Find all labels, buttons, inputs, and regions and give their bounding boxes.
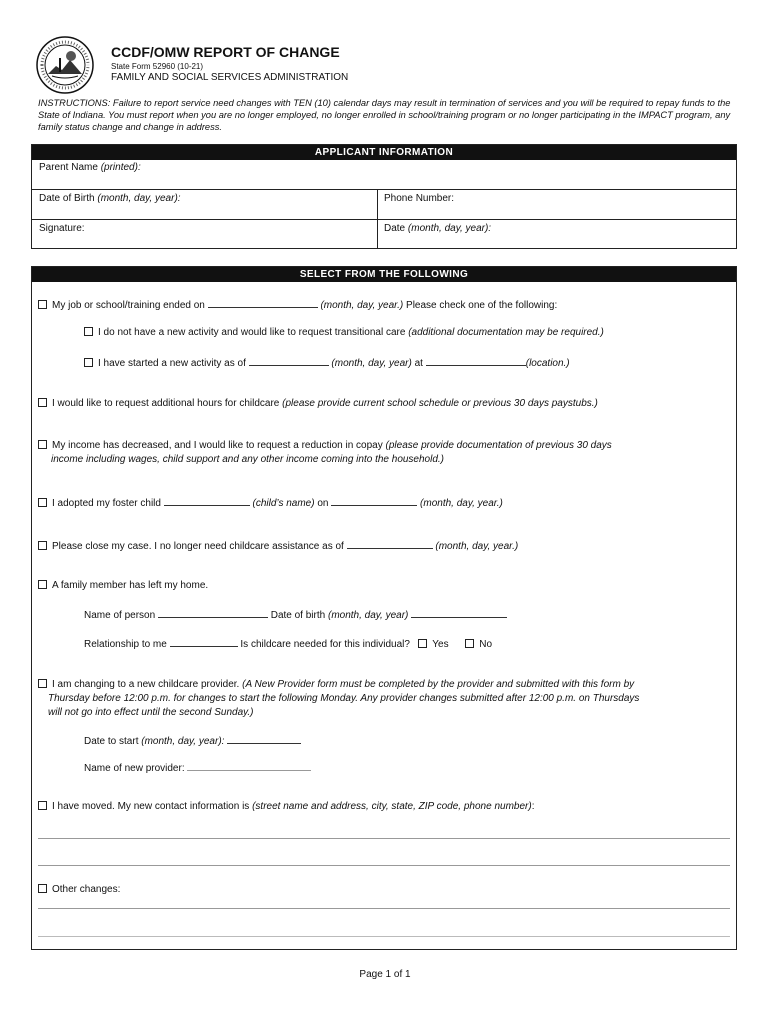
page-number: Page 1 of 1: [359, 969, 411, 980]
new-provider-checkbox[interactable]: [38, 679, 47, 688]
adopted-on: on: [317, 498, 329, 509]
adopted-date-blank[interactable]: [331, 496, 417, 506]
yes-checkbox[interactable]: [418, 639, 427, 648]
applicant-information-heading: APPLICANT INFORMATION: [32, 145, 736, 160]
new-provider-text: I am changing to a new childcare provider.: [52, 679, 240, 690]
new-activity-location-blank[interactable]: [426, 356, 526, 366]
date-hint: (month, day, year):: [407, 223, 492, 234]
relationship-label: Relationship to me: [84, 639, 167, 650]
adopted-checkbox[interactable]: [38, 498, 47, 507]
other-changes-text: Other changes:: [52, 884, 121, 895]
name-of-person-blank[interactable]: [158, 608, 268, 618]
additional-hours-text: I would like to request additional hours for childcare: [52, 398, 280, 409]
select-heading: SELECT FROM THE FOLLOWING: [32, 267, 736, 282]
date-to-start-label: Date to start: [84, 736, 139, 747]
new-activity-date-blank[interactable]: [249, 356, 329, 366]
agency-name: FAMILY AND SOCIAL SERVICES ADMINISTRATION: [111, 72, 349, 83]
income-hint: (please provide documentation of previous 30 days: [385, 440, 612, 451]
new-activity-text: I have started a new activity as of: [98, 358, 246, 369]
adopted-date-hint: (month, day, year.): [420, 498, 503, 509]
no-new-activity-checkbox[interactable]: [84, 327, 93, 336]
moved-checkbox[interactable]: [38, 801, 47, 810]
moved-option: [38, 801, 534, 812]
other-changes-option: [38, 884, 120, 895]
signature-date-field[interactable]: [384, 223, 491, 234]
instructions-text: INSTRUCTIONS: Failure to report service need changes with TEN (10) calendar days may result in termination of services and you will be required to repay funds to the State of Indiana. You must report when you are no longer employed, no longer enrolled in school/training program or no longer participating in the IMPACT program, any family status change and change in address.: [38, 98, 731, 132]
person-dob-blank[interactable]: [411, 608, 507, 618]
new-activity-location-hint: (location.): [525, 358, 570, 369]
new-provider-name-row: [84, 761, 311, 774]
income-text: My income has decreased, and I would like to request a reduction in copay: [52, 440, 383, 451]
income-decreased-option: [38, 440, 612, 451]
new-provider-option: [38, 679, 634, 690]
new-provider-note-line2: Thursday before 12:00 p.m. for changes to start the following Monday. Any provider changes submitted after 12:00 p.m. on Thursdays: [48, 693, 640, 704]
relationship-blank[interactable]: [170, 637, 238, 647]
job-ended-instruction: Please check one of the following:: [406, 300, 558, 311]
date-label: Date: [384, 223, 406, 234]
new-provider-note-line3: will not go into effect until the second Sunday.): [48, 707, 254, 718]
family-left-checkbox[interactable]: [38, 580, 47, 589]
phone-number-field[interactable]: Phone Number:: [384, 193, 455, 204]
person-details-row: [84, 608, 507, 621]
child-name-blank[interactable]: [164, 496, 250, 506]
yes-label: Yes: [432, 639, 449, 650]
no-label: No: [479, 639, 493, 650]
state-form-number: State Form 52960 (10-21): [111, 62, 204, 71]
new-provider-name-blank[interactable]: [187, 761, 311, 771]
adopted-option: [38, 496, 503, 509]
additional-hours-option: [38, 398, 598, 409]
other-changes-line-2[interactable]: [38, 936, 730, 937]
other-changes-line-1[interactable]: [38, 908, 730, 909]
relationship-row: [84, 637, 492, 650]
close-case-checkbox[interactable]: [38, 541, 47, 550]
moved-colon: :: [531, 801, 535, 812]
new-address-line-1[interactable]: [38, 838, 730, 839]
person-dob-label: Date of birth: [270, 610, 326, 621]
date-to-start-hint: (month, day, year):: [141, 736, 225, 747]
applicant-information-section: [31, 144, 737, 249]
date-of-birth-field[interactable]: [39, 193, 181, 204]
parent-name-field[interactable]: [39, 162, 141, 173]
other-changes-checkbox[interactable]: [38, 884, 47, 893]
income-hint-line2: income including wages, child support and any other income coming into the household.): [51, 454, 445, 465]
new-provider-name-label: Name of new provider:: [84, 763, 185, 774]
family-left-text: A family member has left my home.: [52, 580, 209, 591]
childcare-needed-question: Is childcare needed for this individual?: [240, 639, 410, 650]
new-activity-checkbox[interactable]: [84, 358, 93, 367]
moved-hint: (street name and address, city, state, ZIP code, phone number): [252, 801, 532, 812]
adopted-text: I adopted my foster child: [52, 498, 161, 509]
job-ended-date-blank[interactable]: [208, 298, 318, 308]
income-decreased-checkbox[interactable]: [38, 440, 47, 449]
parent-name-hint: (printed):: [100, 162, 141, 173]
job-ended-hint: (month, day, year.): [320, 300, 404, 311]
no-checkbox[interactable]: [465, 639, 474, 648]
date-to-start-row: [84, 734, 301, 747]
new-provider-note: (A New Provider form must be completed by the provider and submitted with this form by: [242, 679, 635, 690]
indiana-state-seal: [36, 36, 94, 94]
person-dob-hint: (month, day, year): [327, 610, 409, 621]
form-title: CCDF/OMW REPORT OF CHANGE: [111, 44, 340, 60]
new-activity-at: at: [414, 358, 423, 369]
no-new-activity-text: I do not have a new activity and would like to request transitional care: [98, 327, 406, 338]
dob-label: Date of Birth: [39, 193, 95, 204]
close-case-text: Please close my case. I no longer need childcare assistance as of: [52, 541, 344, 552]
close-case-option: [38, 539, 518, 552]
job-ended-checkbox[interactable]: [38, 300, 47, 309]
dob-hint: (month, day, year):: [97, 193, 181, 204]
moved-text: I have moved. My new contact information is: [52, 801, 250, 812]
close-case-hint: (month, day, year.): [435, 541, 519, 552]
additional-hours-checkbox[interactable]: [38, 398, 47, 407]
new-activity-date-hint: (month, day, year): [331, 358, 412, 369]
child-name-hint: (child’s name): [252, 498, 315, 509]
job-ended-option: [38, 298, 557, 311]
signature-field[interactable]: Signature:: [39, 223, 85, 234]
job-ended-text: My job or school/training ended on: [52, 300, 205, 311]
name-of-person-label: Name of person: [84, 610, 156, 621]
parent-name-label: Parent Name: [39, 162, 98, 173]
no-new-activity-option: [84, 327, 604, 338]
new-address-line-2[interactable]: [38, 865, 730, 866]
close-case-date-blank[interactable]: [347, 539, 433, 549]
no-new-activity-hint: (additional documentation may be required.): [408, 327, 604, 338]
additional-hours-hint: (please provide current school schedule or previous 30 days paystubs.): [282, 398, 598, 409]
family-left-option: [38, 580, 208, 591]
date-to-start-blank[interactable]: [227, 734, 301, 744]
new-activity-option: [84, 356, 570, 369]
